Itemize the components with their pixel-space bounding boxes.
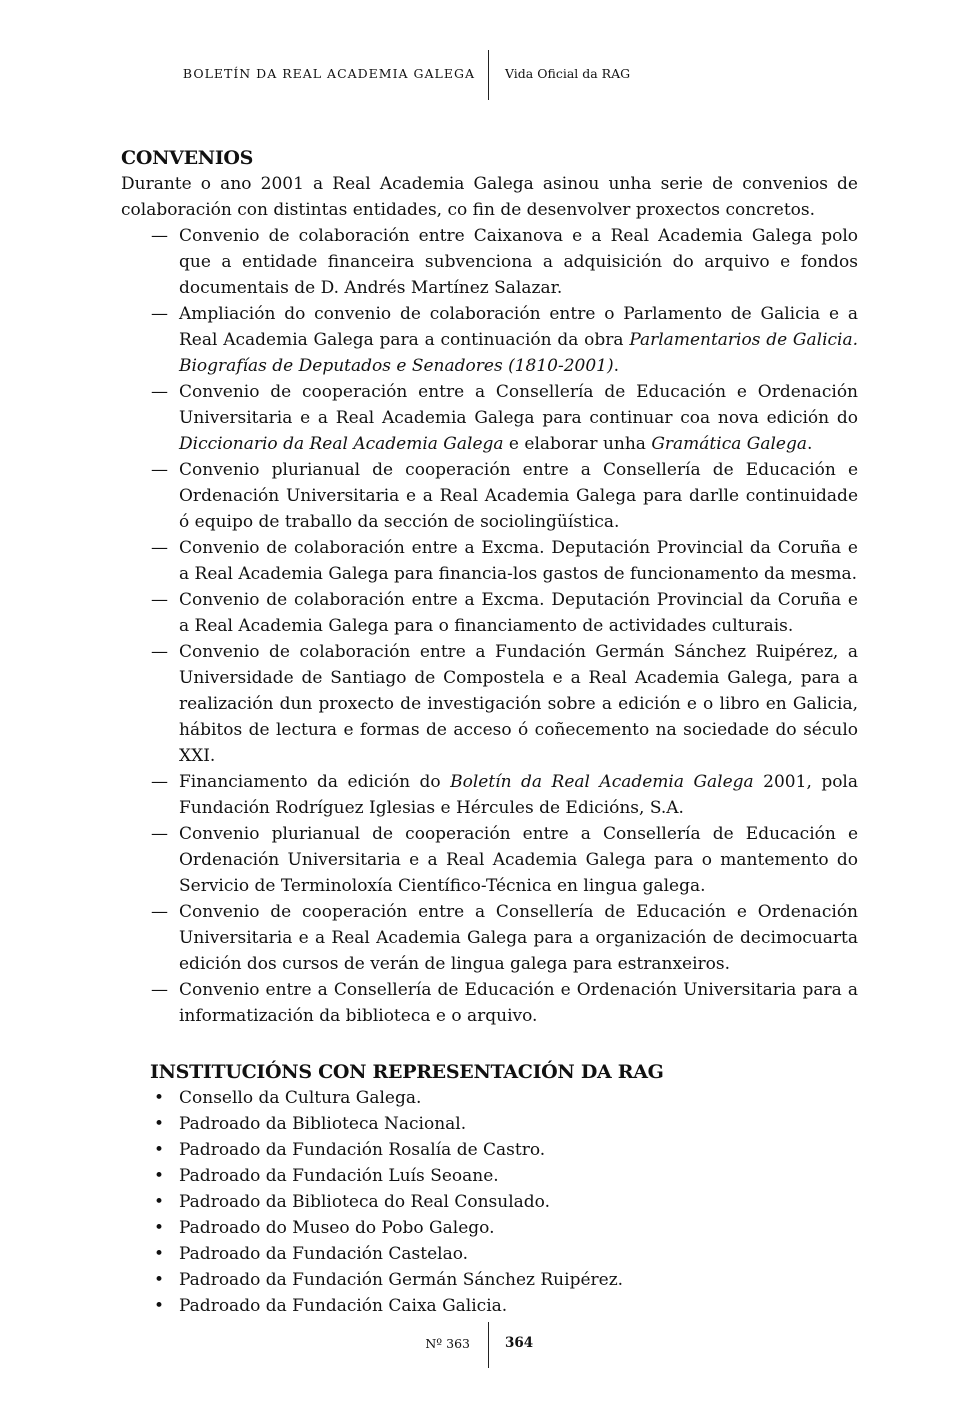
item-text: Convenio plurianual de cooperación entre a Consellería de Educación e Ordenación Universitaria e a Real Academia Galega para darlle continuidade ó equipo de traballo da sección de sociolingüística. [179, 460, 858, 532]
bullet-mark: • [154, 1296, 165, 1316]
list-item [121, 1215, 858, 1241]
list-item [121, 769, 858, 821]
item-text: Padroado da Fundación Luís Seoane. [179, 1166, 499, 1186]
convenios-list [121, 223, 858, 1029]
list-item [121, 1189, 858, 1215]
page-body [121, 145, 858, 1319]
dash-mark: — [151, 590, 168, 610]
item-text: Consello da Cultura Galega. [179, 1088, 422, 1108]
institucions-heading: INSTITUCIÓNS CON REPRESENTACIÓN DA RAG [150, 1061, 664, 1083]
section-title: Vida Oficial da RAG [505, 66, 631, 81]
list-item [121, 535, 858, 587]
convenios-heading: CONVENIOS [121, 147, 254, 169]
item-text: . [613, 356, 620, 376]
list-item [121, 1241, 858, 1267]
item-text: Financiamento da edición do [179, 772, 451, 792]
running-header [0, 50, 975, 100]
item-text: Convenio de colaboración entre Caixanova e a Real Academia Galega polo que a entidade financeira subvenciona a adquisición do arquivo e fondos documentais de D. Andrés Martínez Salazar. [179, 226, 858, 298]
item-text: Ampliación do convenio de colaboración entre o Parlamento de Galicia e a Real Academia Galega para a continuación da obra [179, 304, 858, 350]
bullet-mark: • [154, 1192, 165, 1212]
item-text: Padroado da Fundación Rosalía de Castro. [179, 1140, 546, 1160]
list-item [121, 1293, 858, 1319]
bullet-mark: • [154, 1140, 165, 1160]
dash-mark: — [151, 902, 168, 922]
item-text: Convenio de colaboración entre a Fundación Germán Sánchez Ruipérez, a Universidade de Santiago de Compostela e a Real Academia Galega, para a realización dun proxecto de investigación sobre a edición e o libro en Galicia, hábitos de lectura e formas de acceso ó coñecemento na sociedade do século XXI. [179, 642, 858, 766]
footer-divider [488, 1322, 489, 1368]
item-italic-title: Diccionario da Real Academia Galega [179, 434, 504, 454]
item-text: Padroado do Museo do Pobo Galego. [179, 1218, 495, 1238]
list-item [121, 1111, 858, 1137]
dash-mark: — [151, 980, 168, 1000]
list-item [121, 1137, 858, 1163]
list-item [121, 223, 858, 301]
item-text: Convenio de colaboración entre a Excma. Deputación Provincial da Coruña e a Real Academia Galega para o financiamento de actividades culturais. [179, 590, 858, 636]
item-text: Convenio de cooperación entre a Consellería de Educación e Ordenación Universitaria e a Real Academia Galega para a organización de decimocuarta edición dos cursos de verán de lingua galega para estranxeiros. [179, 902, 858, 974]
list-item [121, 821, 858, 899]
journal-title: BOLETÍN DA REAL ACADEMIA GALEGA [182, 66, 475, 81]
dash-mark: — [151, 772, 168, 792]
item-text: Padroado da Fundación Germán Sánchez Ruipérez. [179, 1270, 624, 1290]
item-italic-title: Boletín da Real Academia Galega [450, 772, 754, 792]
convenios-intro: Durante o ano 2001 a Real Academia Galega asinou unha serie de convenios de colaboración con distintas entidades, co fin de desenvolver proxectos concretos. [121, 174, 858, 220]
list-item [121, 977, 858, 1029]
list-item [121, 899, 858, 977]
list-item [121, 457, 858, 535]
list-item [121, 639, 858, 769]
bullet-mark: • [154, 1114, 165, 1134]
dash-mark: — [151, 824, 168, 844]
item-text: Padroado da Biblioteca Nacional. [179, 1114, 467, 1134]
list-item [121, 1267, 858, 1293]
item-text: . [806, 434, 813, 454]
dash-mark: — [151, 460, 168, 480]
item-text: e elaborar unha [503, 434, 652, 454]
item-text: Padroado da Biblioteca do Real Consulado. [179, 1192, 551, 1212]
page-number: 364 [505, 1335, 534, 1351]
item-text: Convenio de colaboración entre a Excma. Deputación Provincial da Coruña e a Real Academia Galega para financia-los gastos de funcionamento da mesma. [179, 538, 858, 584]
item-italic-title: Parlamentarios de Galicia. Biografías de Deputados e Senadores (1810-2001) [179, 330, 858, 376]
item-text: Padroado da Fundación Caixa Galicia. [179, 1296, 508, 1316]
item-text: Convenio de cooperación entre a Consellería de Educación e Ordenación Universitaria e a Real Academia Galega para continuar coa nova edición do [179, 382, 858, 428]
list-item [121, 587, 858, 639]
bullet-mark: • [154, 1166, 165, 1186]
dash-mark: — [151, 642, 168, 662]
dash-mark: — [151, 538, 168, 558]
page-footer [0, 1322, 975, 1370]
dash-mark: — [151, 304, 168, 324]
list-item [121, 301, 858, 379]
item-text: 2001, pola Fundación Rodríguez Iglesias e Hércules de Edicións, S.A. [179, 772, 859, 818]
list-item [121, 1085, 858, 1111]
institucions-list [121, 1085, 858, 1319]
item-text: Padroado da Fundación Castelao. [179, 1244, 469, 1264]
list-item [121, 1163, 858, 1189]
item-text: Convenio entre a Consellería de Educación e Ordenación Universitaria para a informatización da biblioteca e o arquivo. [179, 980, 858, 1026]
dash-mark: — [151, 226, 168, 246]
dash-mark: — [151, 382, 168, 402]
bullet-mark: • [154, 1088, 165, 1108]
list-item [121, 379, 858, 457]
header-divider [488, 50, 489, 100]
bullet-mark: • [154, 1244, 165, 1264]
item-text: Convenio plurianual de cooperación entre a Consellería de Educación e Ordenación Universitaria e a Real Academia Galega para o mantemento do Servicio de Terminoloxía Científico-Técnica en lingua galega. [179, 824, 858, 896]
item-italic-title: Gramática Galega [651, 434, 807, 454]
bullet-mark: • [154, 1270, 165, 1290]
issue-number: Nº 363 [425, 1336, 470, 1351]
bullet-mark: • [154, 1218, 165, 1238]
